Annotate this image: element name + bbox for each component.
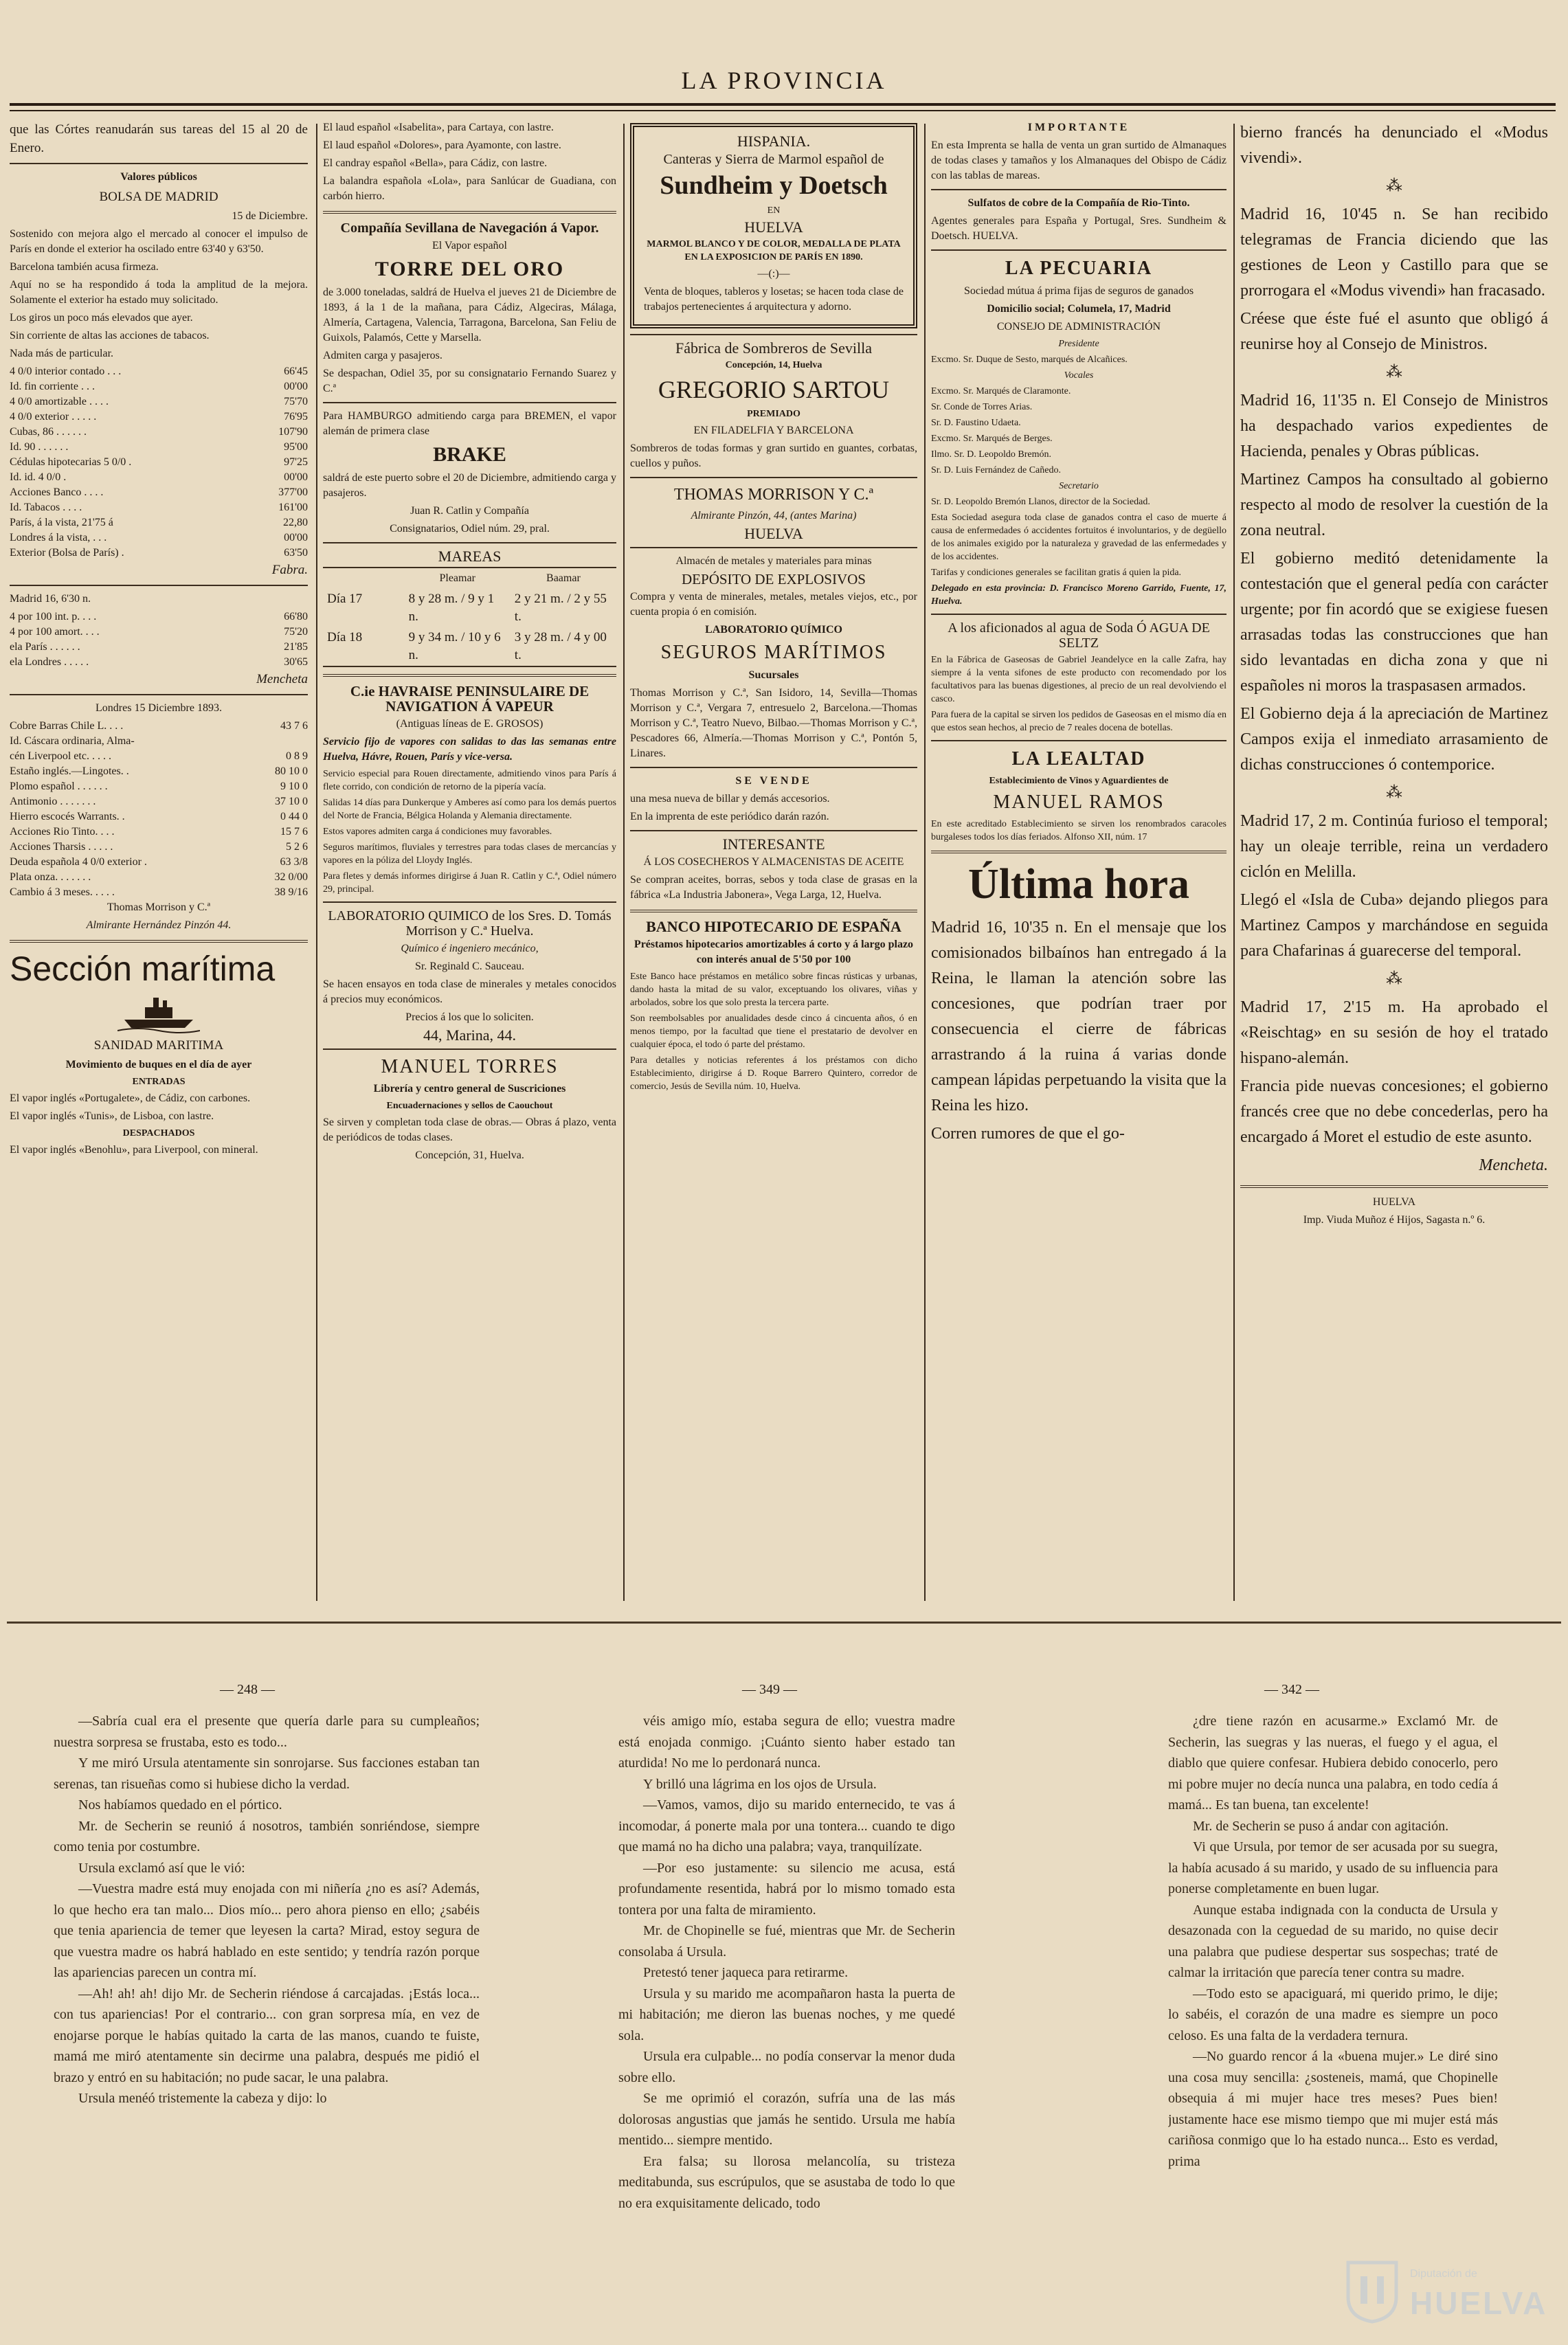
section-subtitle: Valores públicos bbox=[120, 171, 197, 183]
dateline: 15 de Diciembre. bbox=[232, 210, 308, 222]
column-3 bbox=[630, 120, 917, 1615]
page-number: — 349 — bbox=[742, 1682, 797, 1697]
quote-row: Hierro escocés Warrants. . 0 44 0 bbox=[10, 811, 308, 822]
quote-row: Plomo español . . . . . . 9 10 0 bbox=[10, 781, 308, 792]
divider bbox=[931, 614, 1227, 615]
paragraph: Agentes generales para España y Portugal, Sres. Sundheim & Doetsch. HUELVA. bbox=[931, 215, 1227, 242]
tide-high: 9 y 34 m. / 10 y 6 n. bbox=[408, 630, 501, 662]
quote-row: Id. fin corriente . . . 00'00 bbox=[10, 381, 308, 392]
quote-row: 4 0/0 exterior . . . . . 76'95 bbox=[10, 411, 308, 423]
ad-title: BANCO HIPOTECARIO DE ESPAÑA bbox=[646, 918, 901, 935]
ad-subtitle: LABORATORIO QUÍMICO bbox=[705, 624, 842, 636]
paragraph: Esta Sociedad asegura toda clase de ganados contra el caso de muerte á causa de enfermedades ó accidentes fortuitos é involuntarios, y de degüello de los animales exigido por la naturaleza y gravedad de las enfermedades y de los accidentes. bbox=[931, 513, 1227, 562]
list-item: Ilmo. Sr. D. Leopoldo Bremón. bbox=[931, 449, 1051, 460]
address: Concepción, 31, Huelva. bbox=[415, 1149, 524, 1161]
section-heading: Última hora bbox=[967, 861, 1190, 908]
quote-row: París, á la vista, 21'75 á 22,80 bbox=[10, 517, 308, 528]
paragraph: Ursula menéó tristemente la cabeza y dijo: lo bbox=[78, 2091, 327, 2106]
tide-low: 2 y 21 m. / 2 y 55 t. bbox=[514, 592, 607, 624]
paragraph: saldrá de este puerto sobre el 20 de Diciembre, admitiendo carga y pasajeros. bbox=[323, 472, 616, 499]
paragraph: —Todo esto se apaciguará, mi querido primo, le dije; lo sabéis, el corazón de una madre es siempre un poco celoso. Es una falta de la verdadera ternura. bbox=[1168, 1986, 1498, 2043]
paragraph: Sostenido con mejora algo el mercado al conocer el impulso de París en donde el exterior ha oscilado entre 63'40 y 63'50. bbox=[10, 228, 308, 255]
paragraph: Madrid 16, 11'35 n. El Consejo de Ministros ha despachado varios expedientes de Hacienda, penales y Obras públicas. bbox=[1240, 392, 1548, 460]
paragraph: El vapor inglés «Tunis», de Lisboa, con lastre. bbox=[10, 1110, 214, 1122]
divider bbox=[323, 402, 616, 403]
paragraph: En la imprenta de este periódico darán razón. bbox=[630, 811, 829, 822]
paragraph: de 3.000 toneladas, saldrá de Huelva el jueves 21 de Diciembre de 1893, á la 1 de la mañana, para Cádiz, Algeciras, Málaga, Almería, Cartagena, Valencia, Tarragona, Barcelona, San Feliu de Guixols, Palamós, Cette y Marsella. bbox=[323, 287, 616, 344]
quote-row: ela París . . . . . . 21'85 bbox=[10, 641, 308, 653]
watermark-text: Diputación de bbox=[1410, 2268, 1477, 2280]
quote-row: ela Londres . . . . . 30'65 bbox=[10, 656, 308, 668]
tide-day: Día 17 bbox=[327, 592, 363, 606]
ad-name: Sundheim y Doetsch bbox=[660, 171, 888, 200]
paragraph: Para HAMBURGO admitiendo carga para BREMEN, el vapor alemán de primera clase bbox=[323, 410, 616, 437]
divider bbox=[10, 163, 308, 164]
ad-subtitle: EN FILADELFIA Y BARCELONA bbox=[693, 425, 854, 436]
paragraph: Corren rumores de que el go- bbox=[931, 1125, 1125, 1143]
divider bbox=[323, 901, 616, 903]
ad-name: MANUEL RAMOS bbox=[993, 792, 1165, 813]
ad-name: THOMAS MORRISON Y C.ª bbox=[673, 486, 874, 504]
divider bbox=[10, 585, 308, 586]
ad-name: Sr. Reginald C. Sauceau. bbox=[414, 961, 525, 972]
label: Presidente bbox=[1058, 339, 1099, 349]
novel-page-2 bbox=[618, 1711, 955, 2343]
divider bbox=[630, 334, 917, 335]
paragraph: El vapor inglés «Portugalete», de Cádiz, con carbones. bbox=[10, 1092, 251, 1104]
label: EN bbox=[767, 205, 781, 216]
ad-name: LA LEALTAD bbox=[1011, 748, 1146, 770]
quote-row: Antimonio . . . . . . . 37 10 0 bbox=[10, 796, 308, 807]
paragraph: Vi que Ursula, por temor de ser acusada por su suegra, la había acusado á su marido, y usado de su influencia para ponerse completamente en buen lugar. bbox=[1168, 1839, 1498, 1896]
section-title: Londres 15 Diciembre 1893. bbox=[96, 702, 222, 714]
paragraph: —Vamos, vamos, dijo su marido enternecido, te vas á incomodar, á ponerte mala por una tontera... cuando te digo que mamá no ha dicho una palabra; vaya, tranquilízate. bbox=[618, 1797, 955, 1854]
paragraph: La balandra española «Lola», para Sanlúcar de Guadiana, con carbón hierro. bbox=[323, 175, 616, 202]
paragraph: Salidas 14 días para Dunkerque y Amberes así como para los demás puertos del Norte de Francia, Bélgica Holanda y Alemania directamente. bbox=[323, 798, 616, 821]
list-item: Excmo. Sr. Marqués de Claramonte. bbox=[931, 386, 1071, 396]
signature: Mencheta. bbox=[1479, 1156, 1548, 1174]
divider bbox=[630, 830, 917, 831]
imprint-title: HUELVA bbox=[1372, 1196, 1416, 1208]
column-divider bbox=[316, 124, 317, 1601]
paragraph: Ursula exclamó así que le vió: bbox=[78, 1860, 245, 1876]
novel-page-1 bbox=[54, 1711, 480, 2343]
market-report bbox=[10, 227, 308, 361]
quote-row: Acciones Rio Tinto. . . . 15 7 6 bbox=[10, 826, 308, 838]
tide-table bbox=[323, 567, 616, 667]
ad-subtitle: Librería y centro general de Suscriciones bbox=[373, 1083, 566, 1095]
paragraph: Los giros un poco más elevados que ayer. bbox=[10, 312, 193, 324]
paragraph: Thomas Morrison y C.ª, San Isidoro, 14, Sevilla—Thomas Morrison y C.ª, Vergara 7, entresuelo 2, Barcelona.—Thomas Morrison y C.ª, Teatro Nuevo, Bilbao.—Thomas Morrison y C.ª, Pescadores 66, Almería.—Thomas Morrison y C.ª, Pontón 5, Linares. bbox=[630, 687, 917, 759]
ad-title: HISPANIA. bbox=[737, 133, 811, 150]
ad-subtitle: Préstamos hipotecarios amortizables á corto y á largo plazo con interés anual de 5'50 por 100 bbox=[634, 939, 914, 965]
list-item: Sr. D. Faustino Udaeta. bbox=[931, 418, 1021, 428]
news-body bbox=[931, 915, 1227, 1147]
separator: ⁂ bbox=[1386, 970, 1402, 988]
column-2 bbox=[323, 120, 616, 1615]
section-subtitle: Movimiento de buques en el día de ayer bbox=[65, 1059, 252, 1070]
ad-body bbox=[323, 767, 616, 896]
paragraph: Pretestó tener jaqueca para retirarme. bbox=[643, 1965, 849, 1980]
paragraph: El Gobierno deja á la apreciación de Martinez Campos exija el inmediato arrasamiento de dichas construcciones ó contemporice. bbox=[1240, 705, 1548, 774]
label: Secretario bbox=[1059, 481, 1099, 491]
paragraph: Y brilló una lágrima en los ojos de Ursula. bbox=[643, 1776, 877, 1792]
ad-box-hispania bbox=[630, 123, 917, 328]
ad-name: GREGORIO SARTOU bbox=[658, 376, 890, 403]
tide-header: Pleamar bbox=[439, 572, 475, 584]
ship-name: BRAKE bbox=[433, 443, 506, 466]
paragraph: Aunque estaba indignada con la conducta de Ursula y desazonada con la ceguedad de su marido, no quise decir una palabra que pudiese despertar sus sospechas; traté de calmar la irritación que parecía tener contra su madre. bbox=[1168, 1902, 1498, 1980]
paragraph: En la Fábrica de Gaseosas de Gabriel Jeandelyce en la calle Zafra, hay siempre á la venta sifones de este producto con recomendado por los facultativos para las buenas digestiones, al precio de un real devolviendo el casco. bbox=[931, 655, 1227, 704]
member-list bbox=[931, 385, 1227, 477]
quote-row: Cédulas hipotecarias 5 0/0 . 97'25 bbox=[10, 456, 308, 468]
paragraph: Venta de bloques, tableros y losetas; se hacen toda clase de trabajos pertenecientes á arquitectura y adorno. bbox=[644, 286, 904, 313]
ad-subtitle: Almacén de metales y materiales para minas bbox=[675, 555, 872, 567]
quotes-table bbox=[10, 719, 308, 900]
archive-logo-icon bbox=[1341, 2256, 1403, 2324]
paragraph: Madrid 17, 2 m. Continúa furioso el temporal; hay un oleaje terrible, reina un verdadero ciclón en Melilla. bbox=[1240, 812, 1548, 881]
column-1 bbox=[10, 120, 308, 1615]
quotes-table bbox=[10, 609, 308, 670]
paragraph: —Por eso justamente: su silencio me acusa, está profundamente resentida, habrá por lo mismo tomado esta tontera por una falta de miramiento. bbox=[618, 1860, 955, 1918]
paragraph: Seguros marítimos, fluviales y terrestres para todas clases de mercancías y vapores en la póliza del Lloydy Inglés. bbox=[323, 842, 616, 866]
paragraph: Estos vapores admiten carga á condiciones muy favorables. bbox=[323, 827, 552, 837]
ad-body bbox=[931, 511, 1227, 579]
quote-row: Cubas, 86 . . . . . . 107'90 bbox=[10, 426, 308, 438]
paragraph: Para detalles y noticias referentes á los préstamos con dicho Establecimiento, dirigirse á D. Roque Barrero Quintero, corredor de comercio, Jesús de Sevilla núm. 10, Huelva. bbox=[630, 1055, 917, 1092]
signature: Juan R. Catlin y Compañía bbox=[410, 505, 529, 517]
separator: ⁂ bbox=[1386, 177, 1402, 195]
ad-subtitle: Establecimiento de Vinos y Aguardientes de bbox=[989, 776, 1169, 786]
ad-body bbox=[931, 653, 1227, 734]
paragraph: Madrid 16, 10'35 n. En el mensaje que los comisionados bilbaínos han entregado á la Reina, le llaman la atención sobre las concesiones, que podrían traer por consecuencia el cierre de fábricas arrastrando á la ruina á varias donde campean lápidas perpetuando la visita que la Reina les hizo. bbox=[931, 919, 1227, 1114]
divider bbox=[323, 211, 616, 214]
section-title: BOLSA DE MADRID bbox=[99, 190, 219, 204]
paragraph: Compra y venta de minerales, metales, metales viejos, etc., por cuenta propia ó en comisión. bbox=[630, 591, 917, 618]
ad-subtitle: Canteras y Sierra de Marmol español de bbox=[663, 152, 884, 167]
ship-name: TORRE DEL ORO bbox=[374, 258, 565, 280]
divider bbox=[931, 851, 1227, 853]
divider bbox=[931, 740, 1227, 741]
paragraph: Mr. de Chopinelle se fué, mientras que Mr. de Secherin consolaba á Ursula. bbox=[618, 1923, 955, 1960]
ad-title: DEPÓSITO DE EXPLOSIVOS bbox=[682, 571, 866, 587]
signature: Mencheta bbox=[256, 672, 308, 686]
divider bbox=[630, 767, 917, 768]
list-item: Sr. D. Luis Fernández de Cañedo. bbox=[931, 465, 1061, 475]
column-divider bbox=[1233, 124, 1235, 1601]
quote-row: Exterior (Bolsa de París) . 63'50 bbox=[10, 547, 308, 559]
address: Concepción, 14, Huelva bbox=[725, 360, 822, 370]
paragraph: —Ah! ah! ah! dijo Mr. de Secherin riéndose á carcajadas. ¡Estás loca... con tus apariencias! Por el contrario... con gran sorpresa mía, en vez de enojarse porque le habías quitado la carta de las manos, cuando te fuiste, mamá me miró atentamente sin decirme una palabra, después me pidió el brazo y entró en su habitación; no pude sacar, le una palabra. bbox=[54, 1986, 480, 2085]
paragraph: El gobierno meditó detenidamente la contestación que el general pedía con carácter urgente; por fin acordó que se exigiese fuesen arrasadas todas las construcciones que han sido levantadas en dicha zona y que ni españoles ni moros la traspasasen armados. bbox=[1240, 550, 1548, 695]
column-divider bbox=[623, 124, 625, 1601]
paragraph: Y me miró Ursula atentamente sin sonrojarse. Sus facciones estaban tan serenas, tan risueñas como si hubiese dicho la verdad. bbox=[54, 1755, 480, 1792]
page-number: — 342 — bbox=[1264, 1682, 1319, 1697]
paragraph: ¿dre tiene razón en acusarme.» Exclamó Mr. de Secherin, las suegras y las nueras, el fuego y el agua, el diablo que quiere confesar. Hubiera debido conocerlo, pero mi pobre mujer no decía nunca una palabra, en todo cedía á mamá... Es tan buena, tan excelente! bbox=[1168, 1714, 1498, 1813]
quote-row: 4 0/0 interior contado . . . 66'45 bbox=[10, 366, 308, 377]
quote-row: Estaño inglés.—Lingotes. . 80 10 0 bbox=[10, 765, 308, 777]
ad-title: A los aficionados al agua de Soda Ó AGUA DE SELTZ bbox=[948, 620, 1210, 651]
divider bbox=[931, 249, 1227, 251]
ad-subtitle: (Antiguas líneas de E. GROSOS) bbox=[396, 718, 544, 730]
label: Sucursales bbox=[748, 669, 799, 681]
paragraph: El laud español «Dolores», para Ayamonte, con lastre. bbox=[323, 139, 561, 151]
paragraph: Nos habíamos quedado en el pórtico. bbox=[78, 1797, 282, 1813]
ad-subtitle: Á LOS COSECHEROS Y ALMACENISTAS DE ACEITE bbox=[643, 856, 904, 868]
quote-row: Cambio á 3 meses. . . . . 38 9/16 bbox=[10, 886, 308, 898]
ad-place: HUELVA bbox=[744, 218, 803, 236]
quote-row: 4 0/0 amortizable . . . . 75'70 bbox=[10, 396, 308, 407]
fold-divider bbox=[7, 1622, 1561, 1624]
paragraph: Sombreros de todas formas y gran surtido en guantes, corbatas, cuellos y puños. bbox=[630, 442, 917, 469]
tide-high: 8 y 28 m. / 9 y 1 n. bbox=[408, 592, 495, 624]
paragraph: Barcelona también acusa firmeza. bbox=[10, 261, 159, 273]
divider bbox=[1240, 1185, 1548, 1188]
paragraph: Se sirven y completan toda clase de obras.— Obras á plazo, venta de periódicos de todas clases. bbox=[323, 1117, 616, 1143]
ad-subtitle: MARMOL BLANCO Y DE COLOR, MEDALLA DE PLATA EN LA EXPOSICION DE PARÍS EN 1890. bbox=[647, 239, 901, 262]
separator: ⁂ bbox=[1386, 784, 1402, 802]
page-number: — 248 — bbox=[220, 1682, 275, 1697]
column-5 bbox=[1240, 120, 1548, 1615]
paragraph: Son reembolsables por anualidades desde cinco á cincuenta años, ó en menos tiempo, por la facultad que tiene el prestatario de devolver en cualquier época, el todo ó parte del préstamo. bbox=[630, 1013, 917, 1050]
paragraph: Excmo. Sr. Duque de Sesto, marqués de Alcañices. bbox=[931, 355, 1128, 365]
paragraph: El candray español «Bella», para Cádiz, con lastre. bbox=[323, 157, 548, 169]
section-title: SANIDAD MARITIMA bbox=[93, 1038, 224, 1053]
quote-row: Deuda española 4 0/0 exterior . 63 3/8 bbox=[10, 856, 308, 868]
tide-day: Día 18 bbox=[327, 630, 363, 644]
paragraph: El laud español «Isabelita», para Cartaya, con lastre. bbox=[323, 122, 554, 133]
paragraph: El vapor inglés «Benohlu», para Liverpool, con mineral. bbox=[10, 1144, 258, 1156]
archive-watermark bbox=[1341, 2249, 1547, 2331]
ad-title: Sulfatos de cobre de la Compañía de Rio-Tinto. bbox=[967, 197, 1190, 209]
section-heading: Sección marítima bbox=[10, 950, 276, 988]
paragraph: Ursula y su marido me acompañaron hasta la puerta de mi habitación; me dieron las buenas noches, y me quedé sola. bbox=[618, 1986, 955, 2043]
column-4 bbox=[931, 120, 1227, 1615]
quote-row: Londres á la vista, . . . 00'00 bbox=[10, 532, 308, 543]
signature-address: Consignatarios, Odiel núm. 29, pral. bbox=[390, 523, 550, 535]
ad-subtitle: Químico é ingeniero mecánico, bbox=[401, 943, 539, 954]
intro-text: que las Córtes reanudarán sus tareas del 15 al 20 de Enero. bbox=[10, 122, 308, 155]
quote-row: Cobre Barras Chile L. . . . 43 7 6 bbox=[10, 720, 308, 732]
ad-body bbox=[630, 970, 917, 1093]
divider bbox=[630, 547, 917, 548]
ad-title: LABORATORIO QUIMICO de los Sres. D. Tomás Morrison y C.ª Huelva. bbox=[328, 908, 612, 939]
paragraph: Precios á los que lo soliciten. bbox=[405, 1011, 534, 1023]
ad-name: LA PECUARIA bbox=[1005, 258, 1153, 279]
paragraph: véis amigo mío, estaba segura de ello; vuestra madre está enojada conmigo. ¡Cuánto siento haber estado tan aturdida! No me lo perdonará nunca. bbox=[618, 1714, 955, 1771]
separator: —(:)— bbox=[757, 268, 790, 280]
ad-title: Fábrica de Sombreros de Sevilla bbox=[675, 339, 872, 357]
divider bbox=[931, 189, 1227, 190]
paragraph: Para fuera de la capital se sirven los pedidos de Gaseosas en el mismo día en que estos sean hechos, al precio de 7 reales docena de botellas. bbox=[931, 710, 1227, 733]
quote-row: Id. Tabacos . . . . 161'00 bbox=[10, 502, 308, 513]
quotes-table bbox=[10, 364, 308, 561]
paragraph: —Sabría cual era el presente que quería darle para su cumpleaños; nuestra sorpresa se frustaba, esto es todo... bbox=[54, 1714, 480, 1750]
quote-row: Id. id. 4 0/0 . 00'00 bbox=[10, 471, 308, 483]
watermark-text: HUELVA bbox=[1410, 2285, 1548, 2321]
ad-title: SE VENDE bbox=[735, 775, 812, 787]
tide-low: 3 y 28 m. / 4 y 00 t. bbox=[514, 630, 607, 662]
ad-subtitle: El Vapor español bbox=[432, 240, 507, 251]
quote-row: Acciones Tharsis . . . . . 5 2 6 bbox=[10, 841, 308, 853]
ad-title: Compañía Sevillana de Navegación á Vapor. bbox=[340, 221, 599, 236]
paragraph: Sr. D. Leopoldo Bremón Llanos, director de la Sociedad. bbox=[931, 497, 1150, 507]
quote-row: 4 por 100 int. p. . . . 66'80 bbox=[10, 611, 308, 622]
ad-place: HUELVA bbox=[744, 525, 803, 542]
ad-subtitle: Sociedad mútua á prima fijas de seguros de ganados bbox=[963, 285, 1194, 297]
paragraph: Tarifas y condiciones generales se facilitan gratis á quien la pida. bbox=[931, 568, 1182, 578]
paragraph: Aquí no se ha respondido á toda la amplitud de la mejora. Solamente el exterior ha estado muy solicitado. bbox=[10, 279, 308, 306]
quote-row: Plata onza. . . . . . . 32 0/00 bbox=[10, 871, 308, 883]
paragraph: Mr. de Secherin se puso á andar con agitación. bbox=[1193, 1818, 1449, 1834]
paragraph: Se despachan, Odiel 35, por su consignatario Fernando Suarez y C.ª bbox=[323, 368, 616, 394]
paragraph: Madrid 17, 2'15 m. Ha aprobado el «Reischtag» en su sesión de hoy el tratado hispano-alemán. bbox=[1240, 998, 1548, 1067]
paragraph: Nada más de particular. bbox=[10, 348, 114, 359]
paragraph: Martinez Campos ha consultado al gobierno respecto al modo de resolver la cuestión de la zona neutral. bbox=[1240, 471, 1548, 539]
quote-row: Id. Cáscara ordinaria, Alma- bbox=[10, 735, 135, 747]
paragraph: En esta Imprenta se halla de venta un gran surtido de Almanaques de todas clases y tamaños y los Almanaques del Obispo de Cádiz con las tablas de mareas. bbox=[931, 139, 1227, 181]
tide-header bbox=[323, 568, 405, 589]
paragraph: Para fletes y demás informes dirigirse á Juan R. Catlin y C.ª, Odiel número 29, principal. bbox=[323, 871, 616, 895]
dateline: Madrid 16, 6'30 n. bbox=[10, 593, 91, 605]
masthead: LA PROVINCIA bbox=[681, 67, 887, 94]
paragraph: Ursula era culpable... no podía conservar la menor duda sobre ello. bbox=[618, 2049, 955, 2085]
paragraph: Servicio especial para Rouen directamente, admitiendo vinos para París á flete corrido, con condición de retorno de la pipería vacía. bbox=[323, 769, 616, 792]
signature: Fabra. bbox=[271, 563, 308, 577]
paragraph: Francia pide nuevas concesiones; el gobierno francés cree que no debe concederlas, pero ha encargado á Moret el estudio de este asunto. bbox=[1240, 1077, 1548, 1146]
label: PREMIADO bbox=[747, 409, 800, 419]
separator: ⁂ bbox=[1386, 363, 1402, 381]
paragraph: Madrid 16, 10'45 n. Se han recibido telegramas de Francia diciendo que las gestiones de Leon y Castillo para que se prorrogara el «Modus vivendi» han fracasado. bbox=[1240, 205, 1548, 300]
paragraph: bierno francés ha denunciado el «Modus vivendi». bbox=[1240, 124, 1548, 167]
label: ENTRADAS bbox=[132, 1077, 186, 1087]
paragraph: —No guardo rencor á la «buena mujer.» Le diré sino una cosa muy sencilla: ¿sosteneis, mamá, que Chopinelle obsequia á mi mujer hace tres meses? Pues bien! justamente hace ese mismo tiempo que mi mujer está más cariñosa conmigo que lo ha estado nunca... Esto es verdad, prima bbox=[1168, 2049, 1498, 2169]
divider bbox=[10, 940, 308, 943]
paragraph: Se me oprimió el corazón, sufría una de las más dolorosas angustias que jamás he sentido. Ursula me había mentido... siempre mentido. bbox=[618, 2091, 955, 2148]
ad-subtitle: Encuadernaciones y sellos de Caouchout bbox=[386, 1101, 553, 1111]
tide-header: Baamar bbox=[546, 572, 581, 584]
paragraph: Se compran aceites, borras, sebos y toda clase de grasas en la fábrica «La Industria Jabonera», Vega Larga, 12, Huelva. bbox=[630, 874, 917, 901]
paragraph: Este Banco hace préstamos en metálico sobre fincas rústicas y urbanas, dando hasta la mitad de su valor, exceptuando los olivares, viñas y arbolados, sobre los que solo presta la tercera parte. bbox=[630, 972, 917, 1008]
divider bbox=[323, 1048, 616, 1050]
divider bbox=[10, 694, 308, 695]
label: DESPACHADOS bbox=[122, 1128, 195, 1138]
novel-page-3 bbox=[1168, 1711, 1498, 2343]
quote-row: 4 por 100 amort. . . . 75'20 bbox=[10, 626, 308, 638]
imprint: Imp. Viuda Muñoz é Hijos, Sagasta n.º 6. bbox=[1303, 1214, 1486, 1226]
paragraph: Llegó el «Isla de Cuba» dejando pliegos para Martinez Campos y marchándose en seguida para Chafarinas á guarecerse del temporal. bbox=[1240, 891, 1548, 960]
paragraph: Admiten carga y pasajeros. bbox=[323, 350, 443, 361]
divider bbox=[323, 542, 616, 543]
paragraph: Mr. de Secherin se reunió á nosotros, también sonriéndose, siempre como tenia por costumbre. bbox=[54, 1818, 480, 1854]
list-item: Excmo. Sr. Marqués de Berges. bbox=[931, 434, 1053, 444]
divider bbox=[323, 674, 616, 677]
ad-title: MANUEL TORRES bbox=[381, 1056, 559, 1077]
header-rule bbox=[10, 103, 1556, 111]
ship-icon bbox=[117, 992, 200, 1033]
paragraph: Delegado en esta provincia: D. Francisco Moreno Garrido, Fuente, 17, Huelva. bbox=[931, 583, 1227, 607]
quote-row: cén Liverpool etc. . . . . 0 8 9 bbox=[10, 750, 308, 762]
address: Domicilio social; Columela, 17, Madrid bbox=[987, 303, 1171, 315]
section-title: MAREAS bbox=[438, 548, 502, 565]
ad-title: C.ie HAVRAISE PENINSULAIRE DE NAVIGATION Á VAPEUR bbox=[350, 683, 590, 715]
address: Almirante Pinzón, 44, (antes Marina) bbox=[691, 510, 857, 521]
paragraph: Servicio fijo de vapores con salidas to das las semanas entre Huelva, Hávre, Rouen, París y vice-versa. bbox=[323, 736, 616, 763]
paragraph: Era falsa; su llorosa melancolía, su tristeza meditabunda, sus escrúpulos, que se asustaba de todo lo que no era exquisitamente delicado, todo bbox=[618, 2153, 955, 2211]
list-item: Sr. Conde de Torres Arias. bbox=[931, 402, 1033, 412]
quote-row: Acciones Banco . . . . 377'00 bbox=[10, 486, 308, 498]
paragraph: En este acreditado Establecimiento se sirven los renombrados caracoles burgaleses todos los días feriados. Alfonso XII, núm. 17 bbox=[931, 819, 1227, 842]
paragraph: Se hacen ensayos en toda clase de minerales y metales conocidos á precios muy económicos. bbox=[323, 978, 616, 1005]
section-title: CONSEJO DE ADMINISTRACIÓN bbox=[996, 321, 1161, 333]
signature: Thomas Morrison y C.ª bbox=[107, 901, 211, 913]
column-divider bbox=[924, 124, 926, 1601]
quote-row: Id. 90 . . . . . . 95'00 bbox=[10, 441, 308, 453]
paragraph: Créese que éste fué el asunto que obligó á reunirse hoy al Consejo de Ministros. bbox=[1240, 310, 1548, 353]
label: Vocales bbox=[1064, 370, 1094, 381]
address: 44, Marina, 44. bbox=[423, 1026, 517, 1044]
signature-address: Almirante Hernández Pinzón 44. bbox=[86, 919, 232, 931]
ad-title: SEGUROS MARÍTIMOS bbox=[660, 642, 887, 663]
divider bbox=[630, 910, 917, 912]
paragraph: Sin corriente de altas las acciones de tabacos. bbox=[10, 330, 210, 341]
ad-title: INTERESANTE bbox=[722, 835, 825, 853]
divider bbox=[630, 477, 917, 478]
paragraph: una mesa nueva de billar y demás accesorios. bbox=[630, 793, 830, 805]
paragraph: —Vuestra madre está muy enojada con mi niñería ¿no es así? Además, lo que hecho era tan malo... Dios mío... pero ahora pienso en ello; ¿sabéis que tenia apariencia de temer que leyesen la carta? Mirad, estoy segura de que vuestra madre os habrá hablado en este sentido; y tendría razón porque las apariencias parecen un contra mí. bbox=[54, 1881, 480, 1980]
ad-title: IMPORTANTE bbox=[1027, 122, 1130, 133]
